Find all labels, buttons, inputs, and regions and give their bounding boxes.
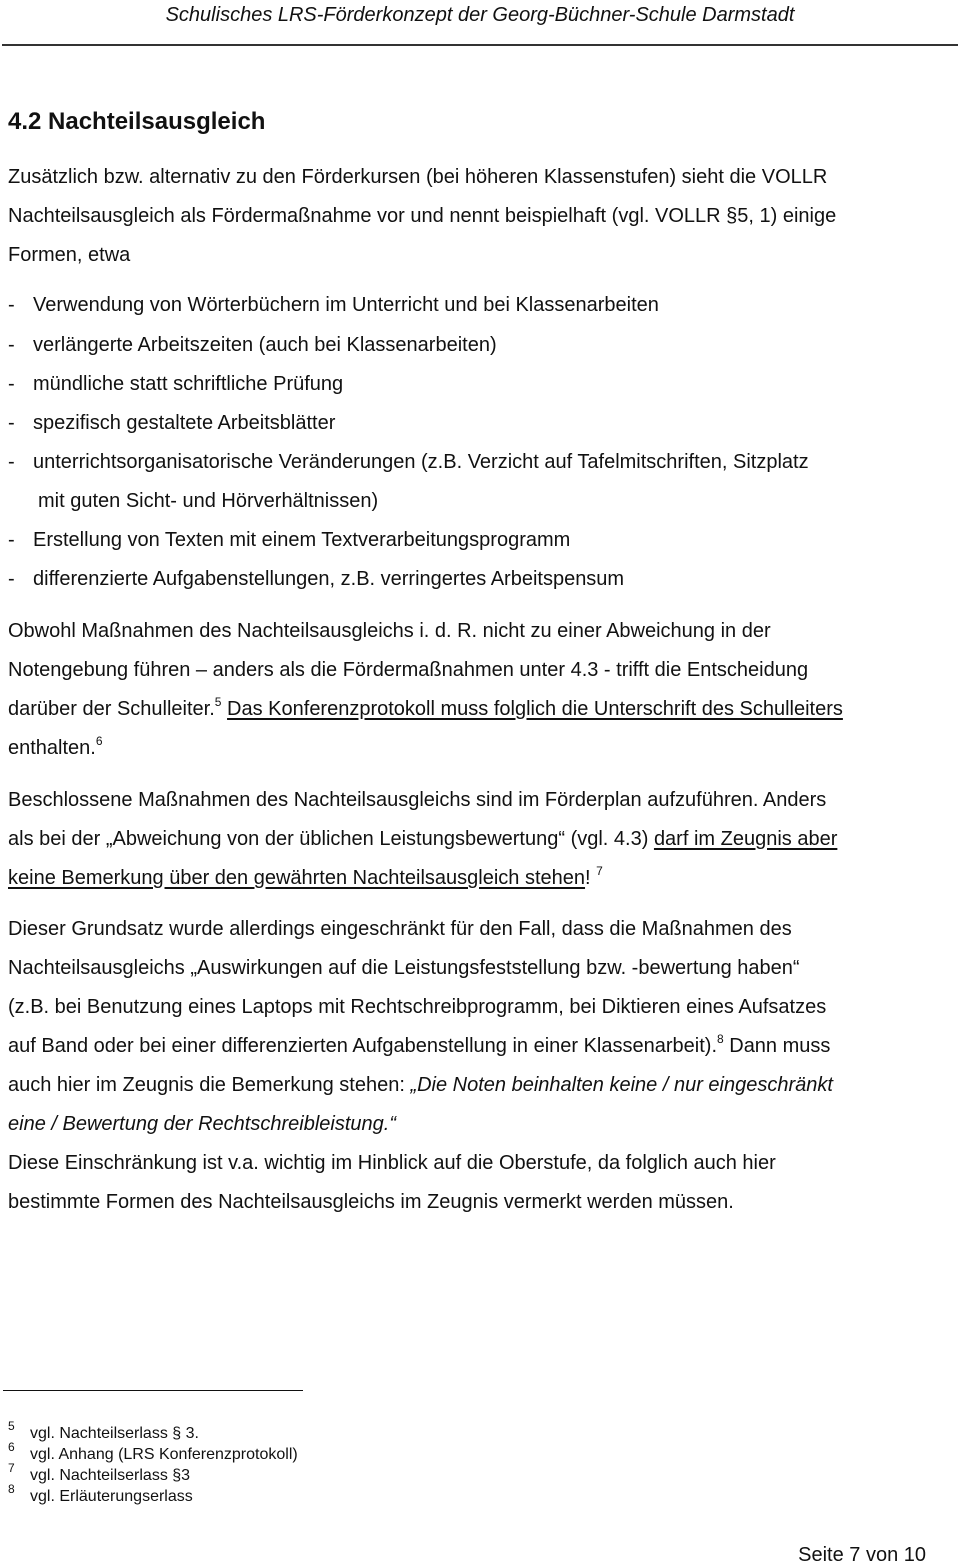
list-item <box>0 450 960 474</box>
footnote-divider <box>3 1390 303 1391</box>
underlined-text: Das Konferenzprotokoll muss folglich die Unterschrift des Schulleiters <box>227 698 843 720</box>
list-item-text: mündliche statt schriftliche Prüfung <box>33 373 344 395</box>
list-item <box>0 372 960 396</box>
list-item-continuation: mit guten Sicht- und Hörverhältnissen) <box>38 490 379 512</box>
list-dash: - <box>8 568 15 590</box>
footnote-number: 7 <box>8 1461 15 1475</box>
italic-quote: eine / Bewertung der Rechtschreibleistung.“ <box>8 1113 396 1135</box>
list-dash: - <box>8 294 15 316</box>
paragraph-line: Dieser Grundsatz wurde allerdings eingeschränkt für den Fall, dass die Maßnahmen des <box>8 918 792 940</box>
list-item-text: verlängerte Arbeitszeiten (auch bei Klassenarbeiten) <box>33 334 497 356</box>
list-dash: - <box>8 529 15 551</box>
list-item-text: differenzierte Aufgabenstellungen, z.B. verringertes Arbeitspensum <box>33 568 625 590</box>
footnote-number: 5 <box>8 1419 15 1433</box>
footnote-text: vgl. Erläuterungserlass <box>30 1488 193 1505</box>
footnote-text: vgl. Nachteilserlass §3 <box>30 1467 191 1484</box>
list-item <box>0 411 960 435</box>
paragraph-line: Obwohl Maßnahmen des Nachteilsausgleichs i. d. R. nicht zu einer Abweichung in der <box>8 620 771 642</box>
list-dash: - <box>8 373 15 395</box>
text: darüber der Schulleiter. <box>8 698 215 720</box>
footnote-ref[interactable]: 8 <box>717 1032 724 1046</box>
footnote-number: 6 <box>8 1440 15 1454</box>
paragraph-line <box>8 827 837 851</box>
footnote-text: vgl. Anhang (LRS Konferenzprotokoll) <box>30 1446 298 1463</box>
paragraph-line <box>8 697 843 721</box>
list-dash: - <box>8 334 15 356</box>
list-item-text: unterrichtsorganisatorische Veränderungen (z.B. Verzicht auf Tafelmitschriften, Sitzplatz <box>33 451 809 473</box>
intro-line: Formen, etwa <box>8 244 131 266</box>
paragraph-line <box>8 736 103 760</box>
list-item <box>0 528 960 552</box>
section-heading: 4.2 Nachteilsausgleich <box>8 108 266 135</box>
running-header: Schulisches LRS-Förderkonzept der Georg-Büchner-Schule Darmstadt <box>165 4 795 26</box>
paragraph-line: Beschlossene Maßnahmen des Nachteilsausgleichs sind im Förderplan aufzuführen. Anders <box>8 789 827 811</box>
underlined-text: keine Bemerkung über den gewährten Nachteilsausgleich stehen <box>8 867 586 889</box>
paragraph-line: Diese Einschränkung ist v.a. wichtig im Hinblick auf die Oberstufe, da folglich auch hier <box>8 1152 776 1174</box>
paragraph-line: (z.B. bei Benutzung eines Laptops mit Rechtschreibprogramm, bei Diktieren eines Aufsatzes <box>8 996 827 1018</box>
footnote-number: 8 <box>8 1482 15 1496</box>
list-item-text: spezifisch gestaltete Arbeitsblätter <box>33 412 336 434</box>
text: Dann muss <box>723 1035 831 1057</box>
text: ! <box>585 867 597 889</box>
header-divider <box>2 44 958 46</box>
italic-quote: „Die Noten beinhalten keine / nur eingeschränkt <box>410 1074 833 1096</box>
paragraph-line <box>8 1073 833 1097</box>
text: auch hier im Zeugnis die Bemerkung stehen: <box>8 1074 411 1096</box>
paragraph-line <box>8 1034 830 1058</box>
list-item <box>0 567 960 591</box>
footnote-ref[interactable]: 6 <box>95 734 103 748</box>
list-item-text: Verwendung von Wörterbüchern im Unterricht und bei Klassenarbeiten <box>33 294 659 316</box>
intro-line: Zusätzlich bzw. alternativ zu den Förderkursen (bei höheren Klassenstufen) sieht die VOLLR <box>8 166 828 188</box>
footnote-ref[interactable]: 7 <box>596 864 603 878</box>
list-dash: - <box>8 412 15 434</box>
page-number: Seite 7 von 10 <box>798 1544 926 1566</box>
list-item <box>0 333 960 357</box>
paragraph-line: bestimmte Formen des Nachteilsausgleichs im Zeugnis vermerkt werden müssen. <box>8 1191 734 1213</box>
text: auf Band oder bei einer differenzierten Aufgabenstellung in einer Klassenarbeit). <box>8 1035 717 1057</box>
footnote-ref[interactable]: 5 <box>214 695 222 709</box>
paragraph-line <box>8 866 603 890</box>
list-dash: - <box>8 451 15 473</box>
list-item-text: Erstellung von Texten mit einem Textverarbeitungsprogramm <box>33 529 571 551</box>
list-item <box>0 293 960 317</box>
text: als bei der „Abweichung von der üblichen Leistungsbewertung“ (vgl. 4.3) <box>8 828 654 850</box>
footnote-text: vgl. Nachteilserlass § 3. <box>30 1425 199 1442</box>
underlined-text: darf im Zeugnis aber <box>653 828 838 850</box>
paragraph-line: Notengebung führen – anders als die Fördermaßnahmen unter 4.3 - trifft die Entscheidung <box>8 659 809 681</box>
intro-line: Nachteilsausgleich als Fördermaßnahme vor und nennt beispielhaft (vgl. VOLLR §5, 1) einige <box>8 205 837 227</box>
text: enthalten. <box>8 737 96 759</box>
paragraph-line: Nachteilsausgleichs „Auswirkungen auf die Leistungsfeststellung bzw. -bewertung haben“ <box>8 957 800 979</box>
